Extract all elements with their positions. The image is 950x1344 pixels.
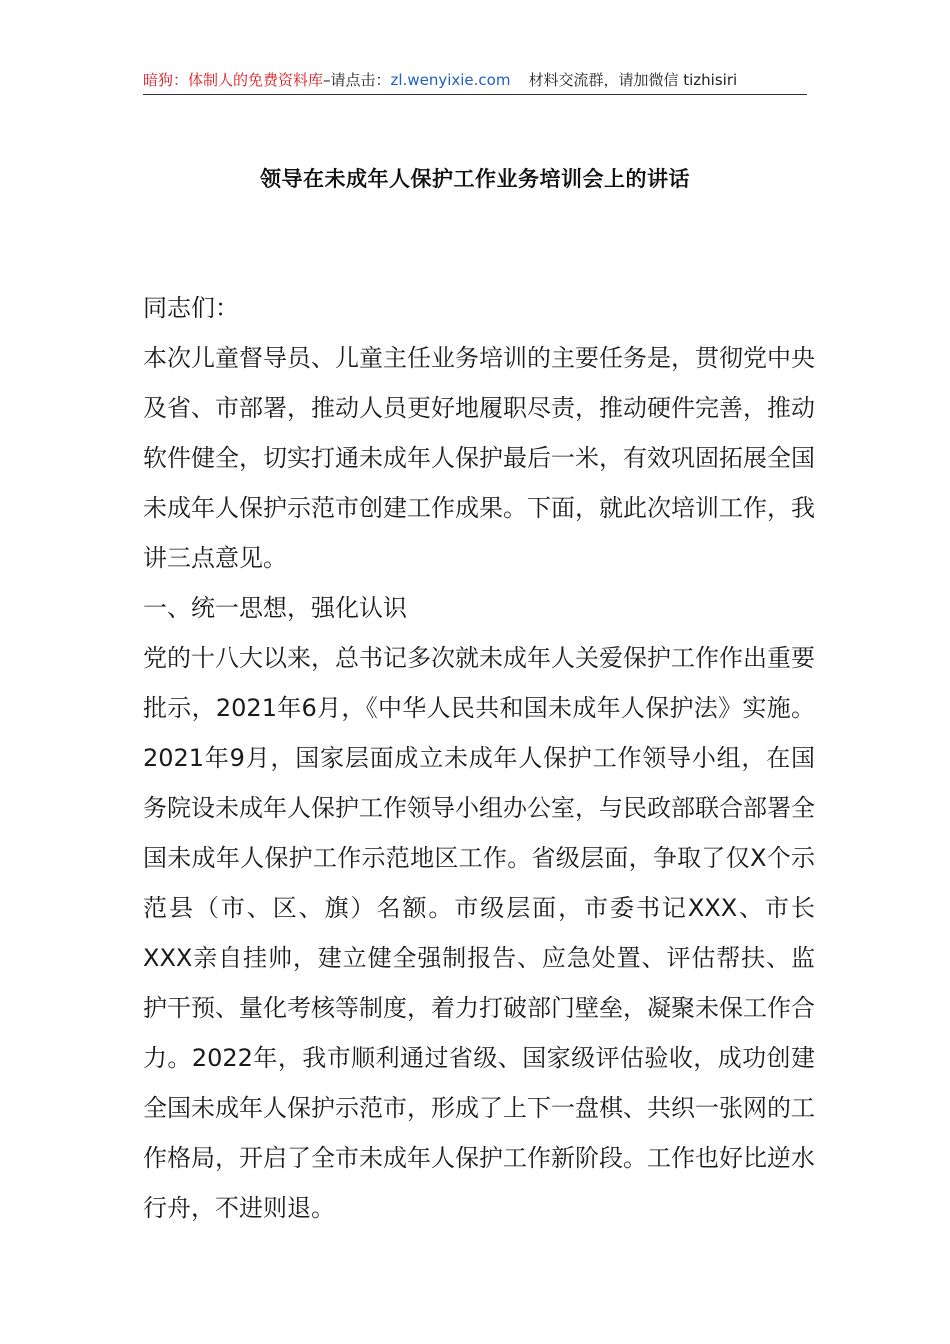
site-url-link[interactable]: zl.wenyixie.com [390,71,511,89]
intro-paragraph: 本次儿童督导员、儿童主任业务培训的主要任务是，贯彻党中央及省、市部署，推动人员更好地履职尽责，推动硬件完善，推动软件健全，切实打通未成年人保护最后一米，有效巩固拓展全国未成年人保护示范市创建工作成果。下面，就此次培训工作，我讲三点意见。 [143,344,815,572]
section-paragraph: 党的十八大以来，总书记多次就未成年人关爱保护工作作出重要批示，2021年6月，《中华人民共和国未成年人保护法》实施。2021年9月，国家层面成立未成年人保护工作领导小组，在国务院设未成年人保护工作领导小组办公室，与民政部联合部署全国未成年人保护工作示范地区工作。省级层面，争取了仅X个示范县（市、区、旗）名额。市级层面，市委书记XXX、市长XXX亲自挂帅，建立健全强制报告、应急处置、评估帮扶、监护干预、量化考核等制度，着力打破部门壁垒，凝聚未保工作合力。2022年，我市顺利通过省级、国家级评估验收，成功创建全国未成年人保护示范市，形成了上下一盘棋、共织一张网的工作格局，开启了全市未成年人保护工作新阶段。工作也好比逆水行舟，不进则退。 [143,644,815,1222]
click-prompt: –请点击： [323,71,391,89]
section-heading: 一、统一思想，强化认识 [143,594,407,622]
salutation: 同志们： [143,294,239,322]
site-name: 暗狗：体制人的免费资料库 [143,71,324,89]
document-title: 领导在未成年人保护工作业务培训会上的讲话 [260,167,690,191]
contact-info: 材料交流群，请加微信 tizhisiri [528,71,738,89]
document-body [143,283,815,1233]
page-header [143,68,807,95]
